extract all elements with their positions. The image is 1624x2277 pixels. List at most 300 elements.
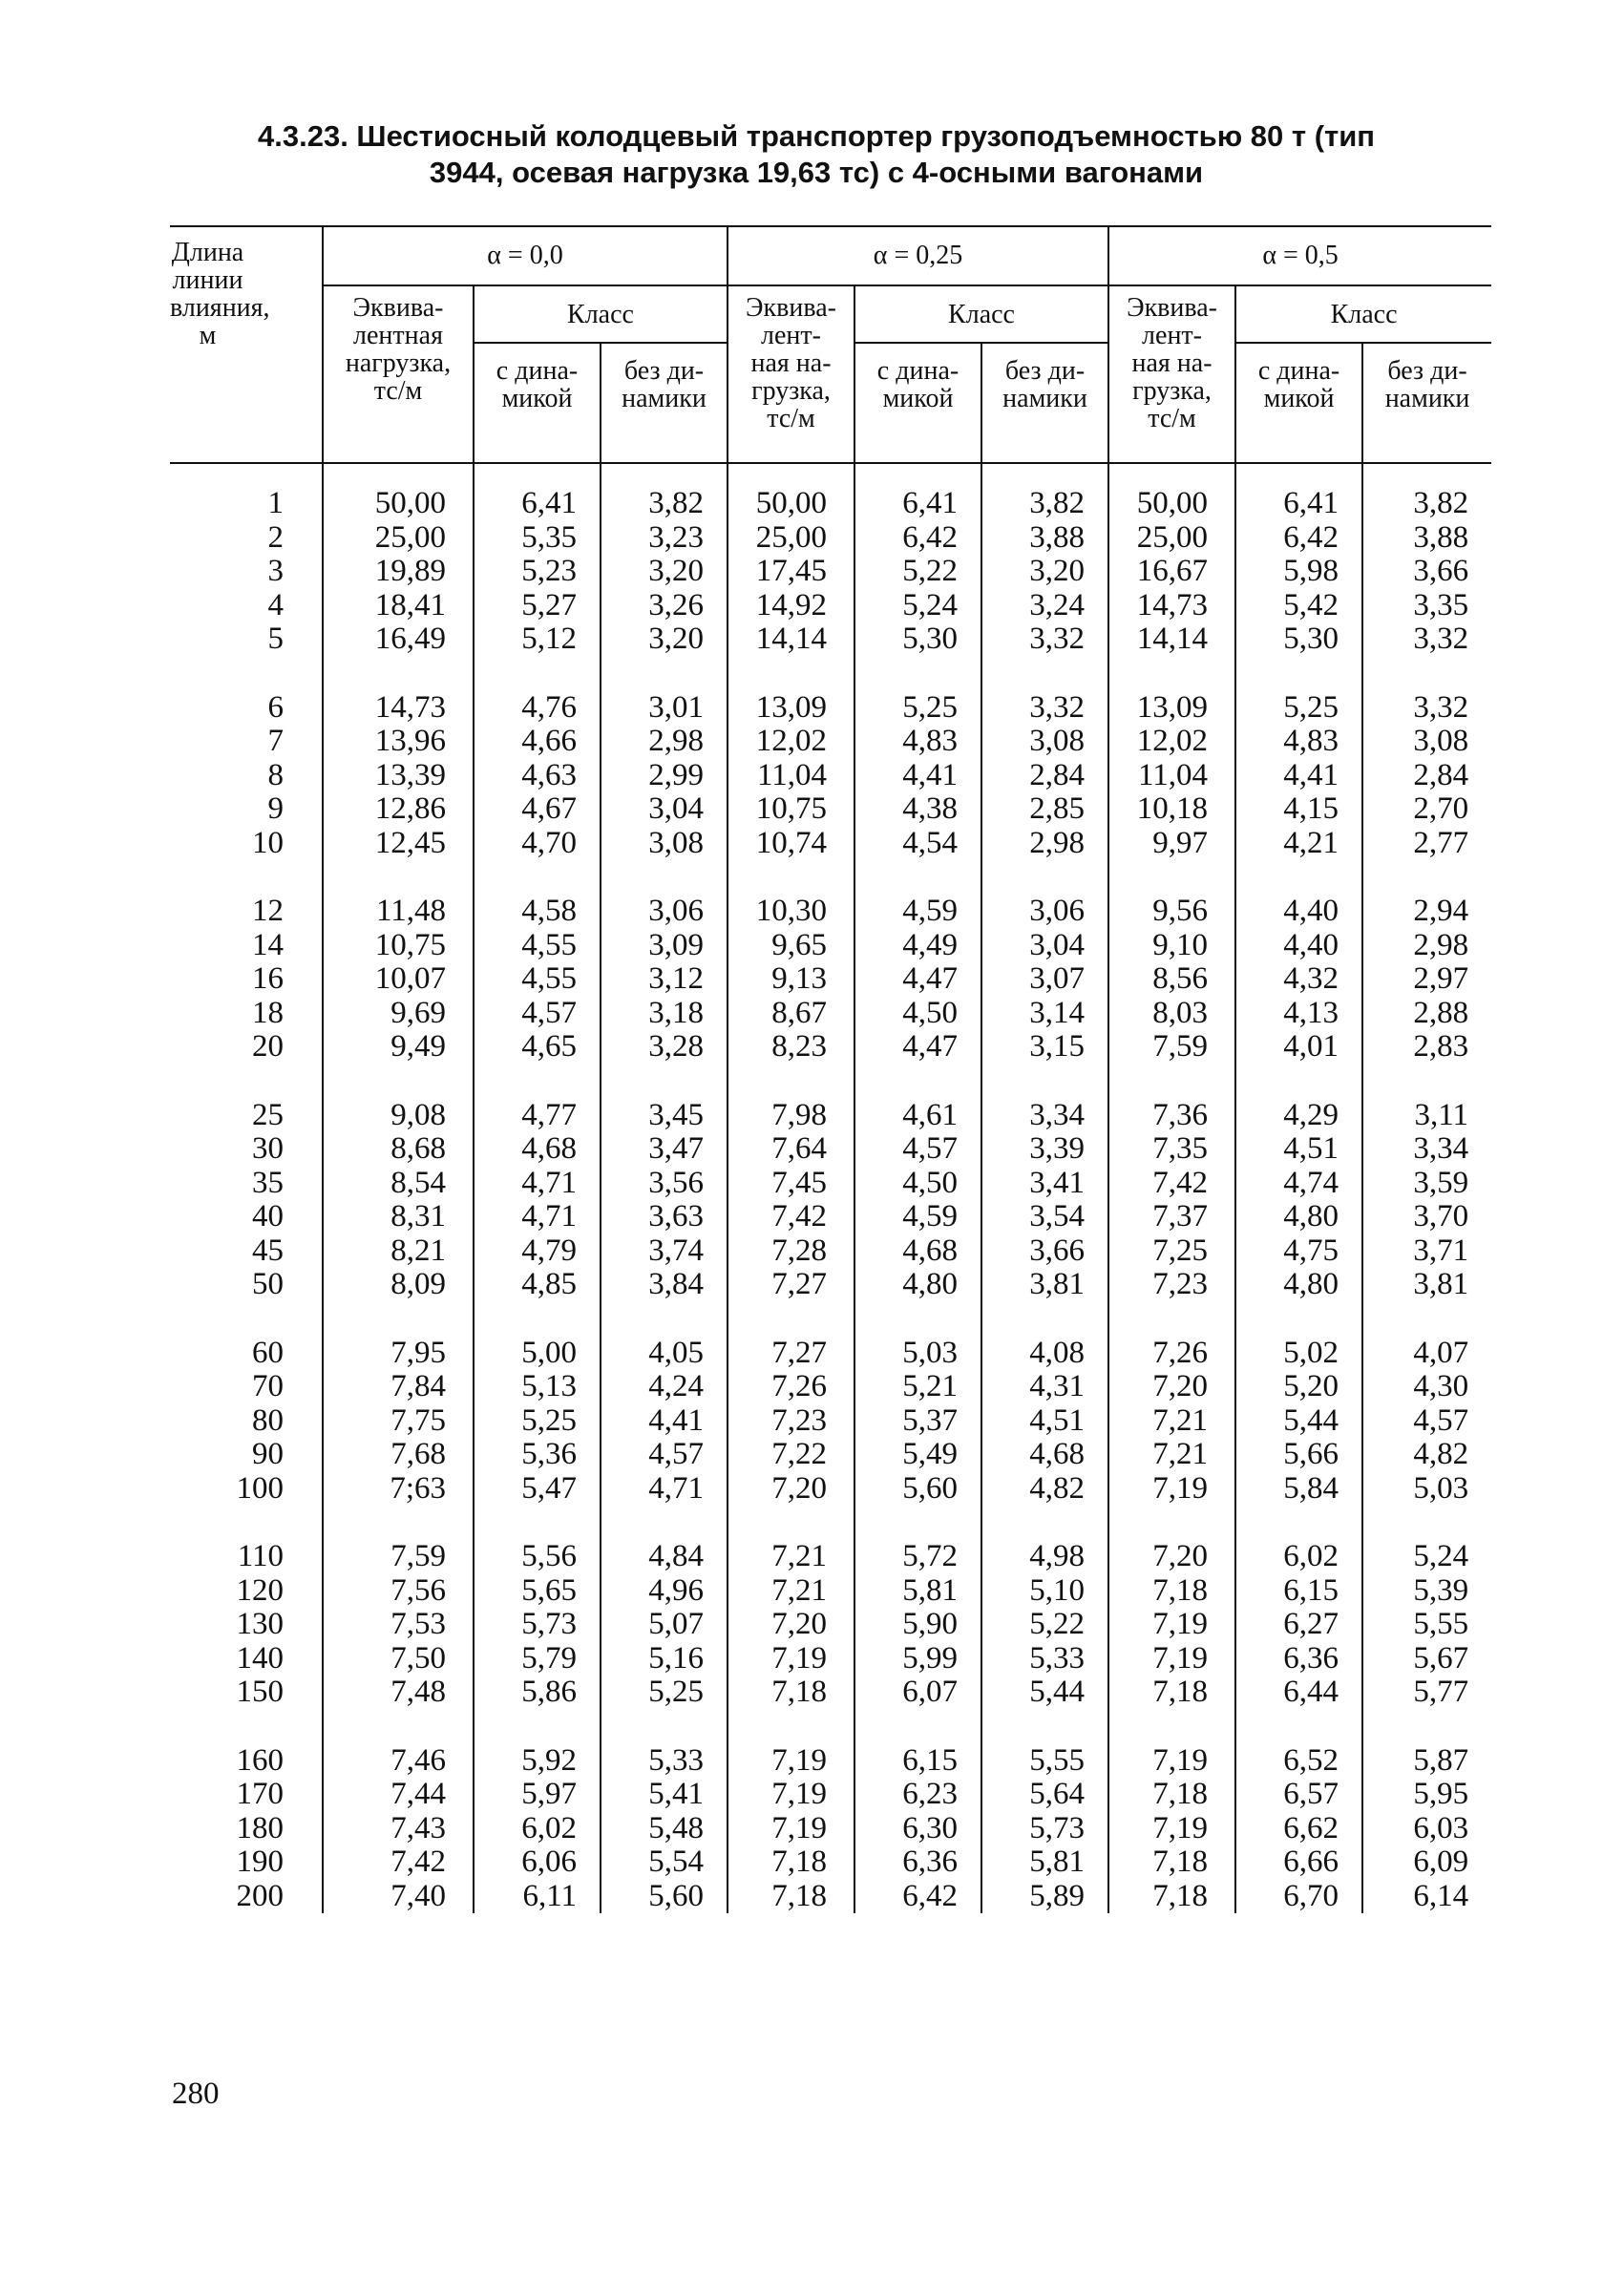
table-row [170,1234,1491,1269]
value-cell: 4,82 [1362,1438,1491,1472]
alpha-0-header: α = 0,0 [323,226,728,285]
value-cell: 4,96 [601,1574,728,1609]
value-cell: 13,09 [1108,691,1235,726]
value-cell: 4,79 [474,1234,601,1269]
value-cell: 3,82 [1362,487,1491,521]
table-row [170,1472,1491,1507]
length-cell: 90 [252,1437,284,1471]
length-cell: 5 [267,622,284,656]
value-cell: 5,72 [854,1540,981,1574]
length-cell: 8 [267,757,284,792]
value-cell: 5,27 [474,589,601,623]
value-cell: 3,81 [1362,1268,1491,1302]
with-dyn-header-a0: с дина- микой [474,343,601,463]
table-row [170,1268,1491,1302]
value-cell: 4,59 [854,1200,981,1234]
value-cell: 6,44 [1235,1676,1362,1710]
value-cell: 8,21 [323,1234,474,1269]
value-cell: 7,19 [1108,1812,1235,1846]
value-cell: 4,40 [1235,895,1362,929]
value-cell: 4,21 [1235,827,1362,861]
value-cell: 5,22 [981,1608,1108,1642]
value-cell: 7,19 [1108,1642,1235,1676]
value-cell: 16,49 [323,622,474,657]
value-cell: 3,24 [981,589,1108,623]
length-cell: 10 [252,825,284,860]
value-cell: 7,19 [1108,1608,1235,1642]
value-cell: 5,92 [474,1744,601,1779]
value-cell: 3,04 [981,929,1108,963]
value-cell: 4,65 [474,1030,601,1065]
value-cell: 7,46 [323,1744,474,1779]
value-cell: 10,75 [323,929,474,963]
value-cell: 10,75 [728,792,854,827]
length-cell: 170 [236,1777,284,1811]
value-cell: 2,88 [1362,997,1491,1031]
value-cell: 3,56 [601,1167,728,1201]
value-cell: 12,86 [323,792,474,827]
value-cell: 7,75 [323,1404,474,1439]
table-row [170,1540,1491,1574]
group-gap-row [170,1710,1491,1744]
value-cell: 6,36 [854,1845,981,1880]
value-cell: 4,38 [854,792,981,827]
value-cell: 19,89 [323,555,474,589]
value-cell: 6,41 [854,487,981,521]
length-cell: 30 [252,1131,284,1166]
with-dyn-header-a05: с дина- микой [1235,343,1362,463]
value-cell: 7,98 [728,1099,854,1133]
value-cell: 3,28 [601,1030,728,1065]
value-cell: 7,26 [728,1370,854,1404]
table-row [170,1132,1491,1167]
table-row [170,1778,1491,1812]
value-cell: 10,07 [323,962,474,997]
klass-header-a025: Класс [854,285,1108,343]
value-cell: 5,12 [474,622,601,657]
value-cell: 16,67 [1108,555,1235,589]
value-cell: 6,42 [854,521,981,556]
value-cell: 3,66 [981,1234,1108,1269]
length-cell: 20 [252,1029,284,1064]
length-cell: 120 [236,1572,284,1608]
length-cell: 14 [252,927,284,962]
table-row [170,1642,1491,1676]
value-cell: 3,06 [601,895,728,929]
value-cell: 3,23 [601,521,728,556]
value-cell: 6,62 [1235,1812,1362,1846]
length-cell: 25 [252,1097,284,1132]
value-cell: 3,82 [601,487,728,521]
value-cell: 4,57 [601,1438,728,1472]
value-cell: 14,73 [1108,589,1235,623]
value-cell: 4,66 [474,725,601,759]
without-dyn-header-a05: без ди- намики [1362,343,1491,463]
value-cell: 3,47 [601,1132,728,1167]
value-cell: 3,74 [601,1234,728,1269]
value-cell: 18,41 [323,589,474,623]
value-cell: 6,15 [1235,1574,1362,1609]
value-cell: 7,27 [728,1337,854,1371]
value-cell: 7,21 [728,1574,854,1609]
value-cell: 6,42 [854,1880,981,1914]
value-cell: 7,59 [323,1540,474,1574]
value-cell: 4,85 [474,1268,601,1302]
value-cell: 4,63 [474,759,601,793]
value-cell: 9,08 [323,1099,474,1133]
value-cell: 5,30 [1235,622,1362,657]
value-cell: 5,13 [474,1370,601,1404]
value-cell: 3,09 [601,929,728,963]
table-row [170,962,1491,997]
length-cell: 6 [267,689,284,725]
value-cell: 3,82 [981,487,1108,521]
without-dyn-header-a0: без ди- намики [601,343,728,463]
value-cell: 3,32 [1362,622,1491,657]
value-cell: 5,97 [474,1778,601,1812]
table-row [170,1812,1491,1846]
eq-load-header-a025: Эквива- лент- ная на- грузка, тс/м [728,285,854,463]
value-cell: 7,53 [323,1608,474,1642]
value-cell: 7,35 [1108,1132,1235,1167]
value-cell: 7,21 [1108,1438,1235,1472]
value-cell: 5,65 [474,1574,601,1609]
value-cell: 5,48 [601,1812,728,1846]
value-cell: 7,20 [728,1608,854,1642]
value-cell: 2,99 [601,759,728,793]
length-cell: 40 [252,1199,284,1233]
value-cell: 11,04 [1108,759,1235,793]
value-cell: 10,74 [728,827,854,861]
value-cell: 5,24 [1362,1540,1491,1574]
value-cell: 7,40 [323,1880,474,1914]
value-cell: 3,08 [1362,725,1491,759]
value-cell: 7,19 [728,1812,854,1846]
value-cell: 12,02 [728,725,854,759]
table-row [170,929,1491,963]
value-cell: 4,58 [474,895,601,929]
value-cell: 5,00 [474,1337,601,1371]
value-cell: 6,66 [1235,1845,1362,1880]
table-row [170,1438,1491,1472]
group-gap-row [170,1506,1491,1540]
length-cell: 60 [252,1335,284,1370]
value-cell: 3,20 [601,622,728,657]
value-cell: 7,19 [728,1744,854,1779]
value-cell: 4,71 [601,1472,728,1507]
value-cell: 7,26 [1108,1337,1235,1371]
value-cell: 7,42 [323,1845,474,1880]
value-cell: 4,70 [474,827,601,861]
length-cell: 190 [236,1845,284,1879]
value-cell: 5,25 [474,1404,601,1439]
value-cell: 5,20 [1235,1370,1362,1404]
value-cell: 7,64 [728,1132,854,1167]
value-cell: 4,41 [1235,759,1362,793]
length-cell: 130 [236,1607,284,1641]
value-cell: 11,04 [728,759,854,793]
value-cell: 6,02 [1235,1540,1362,1574]
value-cell: 4,80 [1235,1200,1362,1234]
value-cell: 4,24 [601,1370,728,1404]
value-cell: 7,18 [1108,1880,1235,1914]
group-gap-row [170,860,1491,895]
length-cell: 9 [267,791,284,826]
value-cell: 4,77 [474,1099,601,1133]
title-line-1: 4.3.23. Шестиосный колодцевый транспортер грузоподъемностью 80 т (тип [258,119,1375,153]
value-cell: 5,95 [1362,1778,1491,1812]
value-cell: 6,11 [474,1880,601,1914]
value-cell: 3,66 [1362,555,1491,589]
value-cell: 3,70 [1362,1200,1491,1234]
length-cell: 2 [267,519,284,555]
value-cell: 7,25 [1108,1234,1235,1269]
value-cell: 5,35 [474,521,601,556]
length-cell: 100 [236,1470,284,1506]
value-cell: 4,83 [854,725,981,759]
value-cell: 25,00 [728,521,854,556]
value-cell: 7,48 [323,1676,474,1710]
without-dyn-header-a025: без ди- намики [981,343,1108,463]
value-cell: 2,83 [1362,1030,1491,1065]
value-cell: 3,32 [981,691,1108,726]
length-cell: 16 [252,961,284,996]
value-cell: 4,32 [1235,962,1362,997]
length-cell: 140 [236,1640,284,1676]
value-cell: 5,41 [601,1778,728,1812]
value-cell: 17,45 [728,555,854,589]
value-cell: 3,20 [601,555,728,589]
value-cell: 8,68 [323,1132,474,1167]
value-cell: 2,85 [981,792,1108,827]
value-cell: 4,83 [1235,725,1362,759]
length-cell: 1 [267,486,284,520]
value-cell: 7,43 [323,1812,474,1846]
value-cell: 3,81 [981,1268,1108,1302]
value-cell: 50,00 [728,487,854,521]
value-cell: 5,44 [1235,1404,1362,1439]
value-cell: 7,42 [1108,1167,1235,1201]
table-row [170,759,1491,793]
value-cell: 7,19 [1108,1472,1235,1507]
group-gap-row [170,657,1491,691]
group-gap-row [170,1302,1491,1337]
value-cell: 3,39 [981,1132,1108,1167]
value-cell: 4,84 [601,1540,728,1574]
table-row [170,1845,1491,1880]
value-cell: 5,02 [1235,1337,1362,1371]
value-cell: 7,21 [1108,1404,1235,1439]
value-cell: 2,98 [981,827,1108,861]
value-cell: 5,60 [854,1472,981,1507]
value-cell: 9,97 [1108,827,1235,861]
value-cell: 5,89 [981,1880,1108,1914]
value-cell: 4,50 [854,1167,981,1201]
value-cell: 8,03 [1108,997,1235,1031]
table-row [170,1167,1491,1201]
value-cell: 9,65 [728,929,854,963]
value-cell: 5,33 [981,1642,1108,1676]
value-cell: 5,25 [601,1676,728,1710]
value-cell: 10,18 [1108,792,1235,827]
value-cell: 4,51 [1235,1132,1362,1167]
table-row [170,487,1491,521]
value-cell: 5,73 [981,1812,1108,1846]
value-cell: 3,08 [601,827,728,861]
value-cell: 5,03 [1362,1472,1491,1507]
value-cell: 7,37 [1108,1200,1235,1234]
value-cell: 5,23 [474,555,601,589]
value-cell: 3,08 [981,725,1108,759]
value-cell: 4,41 [601,1404,728,1439]
eq-load-header-a05: Эквива- лент- ная на- грузка, тс/м [1108,285,1235,463]
klass-header-a0: Класс [474,285,728,343]
value-cell: 7,50 [323,1642,474,1676]
value-cell: 7,45 [728,1167,854,1201]
value-cell: 3,04 [601,792,728,827]
value-cell: 10,30 [728,895,854,929]
value-cell: 3,41 [981,1167,1108,1201]
value-cell: 3,84 [601,1268,728,1302]
value-cell: 6,23 [854,1778,981,1812]
table-row [170,725,1491,759]
value-cell: 4,80 [854,1268,981,1302]
value-cell: 5,03 [854,1337,981,1371]
eq-load-header-a0: Эквива- лентная нагрузка, тс/м [323,285,474,463]
value-cell: 3,06 [981,895,1108,929]
value-cell: 5,22 [854,555,981,589]
value-cell: 7,18 [1108,1574,1235,1609]
value-cell: 4,40 [1235,929,1362,963]
value-cell: 5,99 [854,1642,981,1676]
value-cell: 5,55 [1362,1608,1491,1642]
value-cell: 4,61 [854,1099,981,1133]
value-cell: 2,98 [1362,929,1491,963]
value-cell: 2,77 [1362,827,1491,861]
value-cell: 6,27 [1235,1608,1362,1642]
value-cell: 3,45 [601,1099,728,1133]
value-cell: 3,88 [981,521,1108,556]
value-cell: 2,84 [1362,759,1491,793]
value-cell: 7,19 [728,1778,854,1812]
value-cell: 4,57 [854,1132,981,1167]
value-cell: 13,39 [323,759,474,793]
value-cell: 5,64 [981,1778,1108,1812]
value-cell: 5,79 [474,1642,601,1676]
value-cell: 7,23 [728,1404,854,1439]
header-spacer-row [170,463,1491,487]
value-cell: 7,18 [728,1676,854,1710]
value-cell: 7,23 [1108,1268,1235,1302]
value-cell: 7,18 [1108,1845,1235,1880]
table-row [170,622,1491,657]
equivalent-load-table [170,225,1491,1913]
table-row [170,1574,1491,1609]
value-cell: 5,39 [1362,1574,1491,1609]
value-cell: 9,69 [323,997,474,1031]
value-cell: 5,81 [854,1574,981,1609]
value-cell: 5,77 [1362,1676,1491,1710]
title-line-2: 3944, осевая нагрузка 19,63 тс) с 4-осными вагонами [429,156,1204,189]
value-cell: 6,14 [1362,1880,1491,1914]
length-cell: 3 [267,554,284,588]
value-cell: 7,21 [728,1540,854,1574]
value-cell: 6,15 [854,1744,981,1779]
value-cell: 3,15 [981,1030,1108,1065]
length-cell: 12 [252,894,284,928]
value-cell: 12,45 [323,827,474,861]
value-cell: 25,00 [1108,521,1235,556]
value-cell: 2,94 [1362,895,1491,929]
length-cell: 35 [252,1165,284,1200]
table-row [170,1880,1491,1914]
value-cell: 6,36 [1235,1642,1362,1676]
value-cell: 6,42 [1235,521,1362,556]
table-title [143,118,1489,191]
value-cell: 5,10 [981,1574,1108,1609]
value-cell: 3,32 [1362,691,1491,726]
value-cell: 6,02 [474,1812,601,1846]
value-cell: 2,98 [601,725,728,759]
value-cell: 6,57 [1235,1778,1362,1812]
value-cell: 7,95 [323,1337,474,1371]
value-cell: 3,11 [1362,1099,1491,1133]
table-row [170,1099,1491,1133]
value-cell: 7,28 [728,1234,854,1269]
table-row [170,827,1491,861]
value-cell: 4,59 [854,895,981,929]
value-cell: 5,67 [1362,1642,1491,1676]
alpha-05-header: α = 0,5 [1108,226,1491,285]
value-cell: 5,87 [1362,1744,1491,1779]
value-cell: 3,35 [1362,589,1491,623]
value-cell: 4,41 [854,759,981,793]
value-cell: 4,68 [854,1234,981,1269]
length-cell: 7 [267,724,284,758]
value-cell: 5,98 [1235,555,1362,589]
table-row [170,1370,1491,1404]
value-cell: 4,80 [1235,1268,1362,1302]
length-cell: 180 [236,1810,284,1845]
value-cell: 5,47 [474,1472,601,1507]
value-cell: 9,13 [728,962,854,997]
value-cell: 4,82 [981,1472,1108,1507]
value-cell: 7,18 [728,1880,854,1914]
value-cell: 13,09 [728,691,854,726]
value-cell: 7,20 [1108,1370,1235,1404]
length-cell: 110 [237,1539,284,1573]
value-cell: 2,97 [1362,962,1491,997]
value-cell: 5,55 [981,1744,1108,1779]
value-cell: 5,24 [854,589,981,623]
value-cell: 5,25 [1235,691,1362,726]
value-cell: 4,08 [981,1337,1108,1371]
value-cell: 4,07 [1362,1337,1491,1371]
length-cell: 50 [252,1267,284,1301]
value-cell: 8,09 [323,1268,474,1302]
value-cell: 4,47 [854,962,981,997]
value-cell: 5,42 [1235,589,1362,623]
value-cell: 50,00 [323,487,474,521]
value-cell: 6,03 [1362,1812,1491,1846]
value-cell: 3,12 [601,962,728,997]
alpha-025-header: α = 0,25 [728,226,1108,285]
value-cell: 4,75 [1235,1234,1362,1269]
length-cell: 160 [236,1742,284,1778]
value-cell: 5,86 [474,1676,601,1710]
value-cell: 5,81 [981,1845,1108,1880]
value-cell: 14,92 [728,589,854,623]
